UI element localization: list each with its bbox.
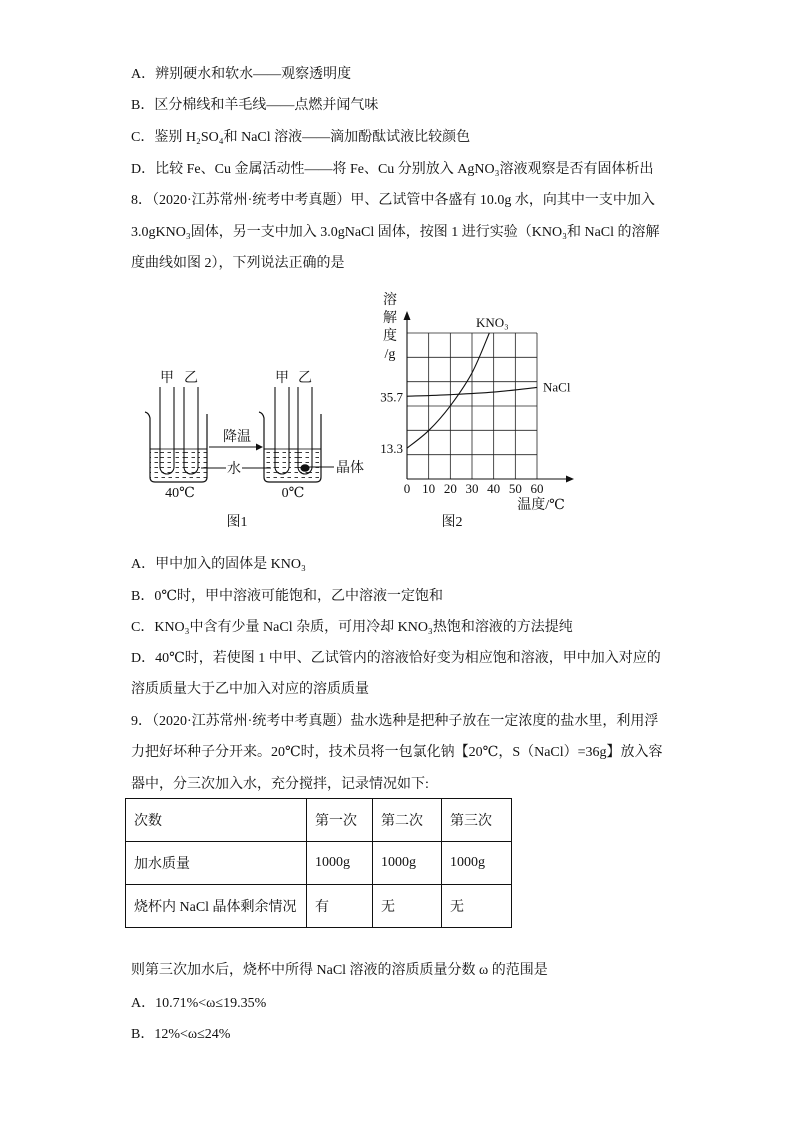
test-tube-jia: [160, 387, 174, 474]
q7-option-a: A．辨别硬水和软水——观察透明度: [131, 67, 352, 82]
q8-option-b: B．0℃时，甲中溶液可能饱和，乙中溶液一定饱和: [131, 589, 443, 604]
series-label-nacl: NaCl: [543, 379, 571, 395]
table-header-cell: 次数: [126, 799, 307, 842]
table-cell: 1000g: [307, 842, 373, 885]
q7-option-d: D．比较 Fe、Cu 金属活动性——将 Fe、Cu 分别放入 AgNO₃溶液观察是否有固体析出: [131, 162, 654, 177]
y-axis-label: 解: [383, 311, 397, 326]
y-tick-label: 13.3: [380, 441, 403, 457]
y-tick-label: 35.7: [380, 389, 403, 405]
crystal-label: 晶体: [336, 461, 364, 476]
x-tick-label: 40: [487, 481, 501, 496]
q9-stem-line-3: 器中，分三次加入水，充分搅拌，记录情况如下:: [131, 777, 429, 792]
tube-label-jia-before: 甲: [160, 371, 174, 386]
q9-option-a: A．10.71%<ω≤19.35%: [131, 996, 267, 1011]
cooling-arrow-label: 降温: [223, 430, 251, 445]
cooling-arrow-head: [256, 444, 263, 451]
table-cell: 无: [442, 885, 512, 928]
x-tick-label: 50: [508, 481, 522, 496]
table-cell: 1000g: [442, 842, 512, 885]
tube-label-jia-after: 甲: [275, 371, 289, 386]
table-cell: 有: [307, 885, 373, 928]
q8-option-d: D．40℃时，若使图 1 中甲、乙试管内的溶液恰好变为相应饱和溶液，甲中加入对应的: [131, 651, 661, 666]
q8-option-d-continued: 溶质质量大于乙中加入对应的溶质质量: [131, 682, 369, 697]
table-header-row: [126, 799, 512, 842]
y-axis-label: 度: [383, 329, 397, 344]
q8-option-a: A．甲中加入的固体是 KNO₃: [131, 557, 306, 572]
beaker-after: [259, 387, 321, 482]
solubility-curve-kno3: [407, 333, 489, 448]
test-tube-jia: [275, 387, 289, 474]
q8-stem-line-1: 8．（2020·江苏常州·统考中考真题）甲、乙试管中各盛有 10.0g 水，向其中一支中加入: [131, 193, 655, 208]
q8-stem-line-3: 度曲线如图 2），下列说法正确的是: [131, 256, 345, 271]
q7-option-c: C．鉴别 H₂SO₄和 NaCl 溶液——滴加酚酞试液比较颜色: [131, 130, 471, 145]
table-cell: 无: [373, 885, 442, 928]
q8-option-c: C．KNO₃中含有少量 NaCl 杂质，可用冷却 KNO₃热饱和溶液的方法提纯: [131, 620, 573, 635]
y-axis-label: 溶: [383, 293, 397, 308]
figure-2-solubility-chart: [380, 291, 574, 513]
q8-stem-line-2: 3.0gKNO₃固体，另一支中加入 3.0gNaCl 固体，按图 1 进行实验（KNO₃和 NaCl 的溶解: [131, 225, 660, 240]
series-label-kno3: KNO₃: [475, 315, 509, 330]
x-axis-arrow: [566, 476, 574, 483]
x-tick-label: 60: [530, 481, 544, 496]
q9-stem-line-1: 9．（2020·江苏常州·统考中考真题）盐水选种是把种子放在一定浓度的盐水里，利用浮: [131, 714, 659, 729]
table-header-cell: 第三次: [442, 799, 512, 842]
temperature-before: 40℃: [165, 486, 195, 501]
x-tick-label: 20: [443, 481, 457, 496]
y-axis-label: /g: [384, 347, 396, 362]
tube-label-yi-after: 乙: [298, 371, 312, 386]
y-axis-arrow: [404, 311, 411, 320]
water-label: 水: [227, 462, 241, 477]
table-header-cell: 第二次: [373, 799, 442, 842]
q9-record-table: [125, 798, 512, 928]
table-cell: 烧杯内 NaCl 晶体剩余情况: [126, 885, 307, 928]
beaker-before: [145, 387, 207, 482]
table-header-cell: 第一次: [307, 799, 373, 842]
x-axis-label: 温度/℃: [517, 498, 565, 513]
test-tube-yi: [298, 387, 312, 474]
x-tick-label: 0: [403, 481, 411, 496]
temperature-after: 0℃: [281, 486, 305, 501]
table-cell: 1000g: [373, 842, 442, 885]
figure-1: [145, 370, 364, 530]
figure-1-caption: 图1: [226, 515, 248, 530]
q9-stem-line-2: 力把好坏种子分开来。20℃时，技术员将一包氯化钠【20℃，S（NaCl）=36g】放入容: [131, 745, 663, 760]
q8-figures: [0, 285, 794, 535]
table-row: [126, 885, 512, 928]
x-tick-label: 30: [465, 481, 479, 496]
table-row: [126, 842, 512, 885]
test-tube-yi: [184, 387, 198, 474]
x-tick-label: 10: [422, 481, 436, 496]
q9-option-b: B．12%<ω≤24%: [131, 1027, 231, 1042]
q9-question-text: 则第三次加水后，烧杯中所得 NaCl 溶液的溶质质量分数 ω 的范围是: [131, 963, 548, 978]
q7-option-b: B．区分棉线和羊毛线——点燃并闻气味: [131, 98, 379, 113]
table-cell: 加水质量: [126, 842, 307, 885]
crystal: [300, 464, 309, 472]
figure-2-caption: 图2: [441, 515, 463, 530]
tube-label-yi-before: 乙: [184, 371, 198, 386]
